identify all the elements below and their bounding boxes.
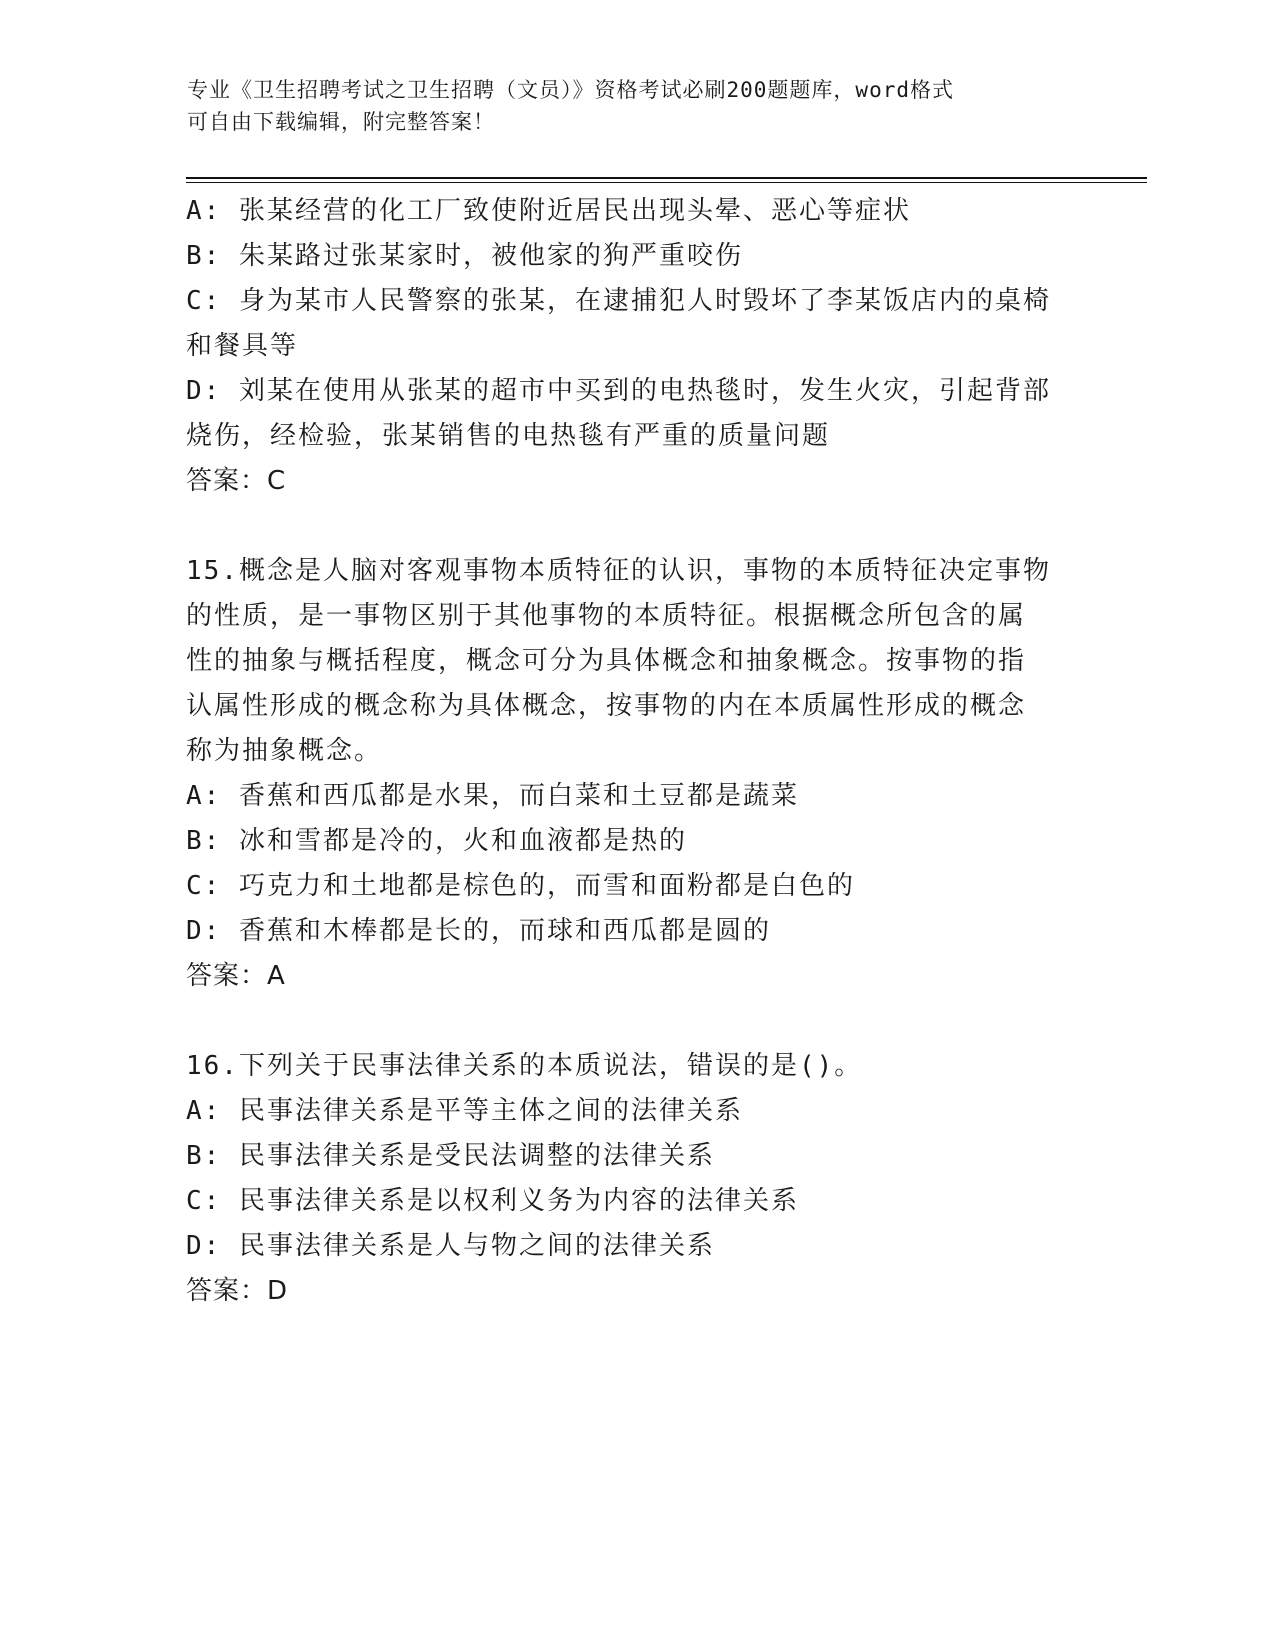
- question-15: [186, 549, 1086, 999]
- q14-option-a: A: 张某经营的化工厂致使附近居民出现头晕、恶心等症状: [186, 196, 911, 226]
- header-line-2: 可自由下载编辑，附完整答案！: [187, 110, 495, 134]
- q14-option-b: B: 朱某路过张某家时，被他家的狗严重咬伤: [186, 241, 743, 271]
- document-body: [186, 189, 1086, 1314]
- q14-answer: 答案：C: [186, 466, 287, 496]
- q15-option-c: C: 巧克力和土地都是棕色的，而雪和面粉都是白色的: [186, 871, 855, 901]
- q16-option-c: C: 民事法律关系是以权利义务为内容的法律关系: [186, 1186, 799, 1216]
- q14-option-c: C: 身为某市人民警察的张某，在逮捕犯人时毁坏了李某饭店内的桌椅: [186, 286, 1051, 316]
- q16-option-a: A: 民事法律关系是平等主体之间的法律关系: [186, 1096, 743, 1126]
- q16-option-d: D: 民事法律关系是人与物之间的法律关系: [186, 1231, 715, 1261]
- question-gap: [186, 504, 1086, 549]
- q15-stem-line-5: 称为抽象概念。: [186, 736, 383, 766]
- header-rule-thin: [186, 182, 1147, 183]
- q15-option-b: B: 冰和雪都是冷的，火和血液都是热的: [186, 826, 687, 856]
- q16-answer: 答案：D: [186, 1276, 289, 1306]
- header-line-1: 专业《卫生招聘考试之卫生招聘（文员）》资格考试必刷200题题库，word格式: [187, 78, 954, 102]
- q16-option-b: B: 民事法律关系是受民法调整的法律关系: [186, 1141, 715, 1171]
- q14-option-d-cont: 烧伤，经检验，张某销售的电热毯有严重的质量问题: [186, 421, 831, 451]
- header-rule-thick: [186, 177, 1147, 179]
- question-14: [186, 189, 1086, 504]
- q15-answer: 答案：A: [186, 961, 286, 991]
- q14-option-c-cont: 和餐具等: [186, 331, 299, 361]
- q15-stem-line-4: 认属性形成的概念称为具体概念，按事物的内在本质属性形成的概念: [186, 691, 1027, 721]
- question-gap: [186, 999, 1086, 1044]
- q15-stem-line-3: 性的抽象与概括程度，概念可分为具体概念和抽象概念。按事物的指: [186, 646, 1027, 676]
- q16-stem-line-1: 16.下列关于民事法律关系的本质说法，错误的是()。: [186, 1051, 863, 1081]
- q15-stem-line-1: 15.概念是人脑对客观事物本质特征的认识，事物的本质特征决定事物: [186, 556, 1051, 586]
- document-header: [187, 74, 1067, 138]
- q15-option-d: D: 香蕉和木棒都是长的，而球和西瓜都是圆的: [186, 916, 771, 946]
- q15-stem-line-2: 的性质，是一事物区别于其他事物的本质特征。根据概念所包含的属: [186, 601, 1027, 631]
- question-16: [186, 1044, 1086, 1314]
- q15-option-a: A: 香蕉和西瓜都是水果，而白菜和土豆都是蔬菜: [186, 781, 799, 811]
- q14-option-d: D: 刘某在使用从张某的超市中买到的电热毯时，发生火灾，引起背部: [186, 376, 1051, 406]
